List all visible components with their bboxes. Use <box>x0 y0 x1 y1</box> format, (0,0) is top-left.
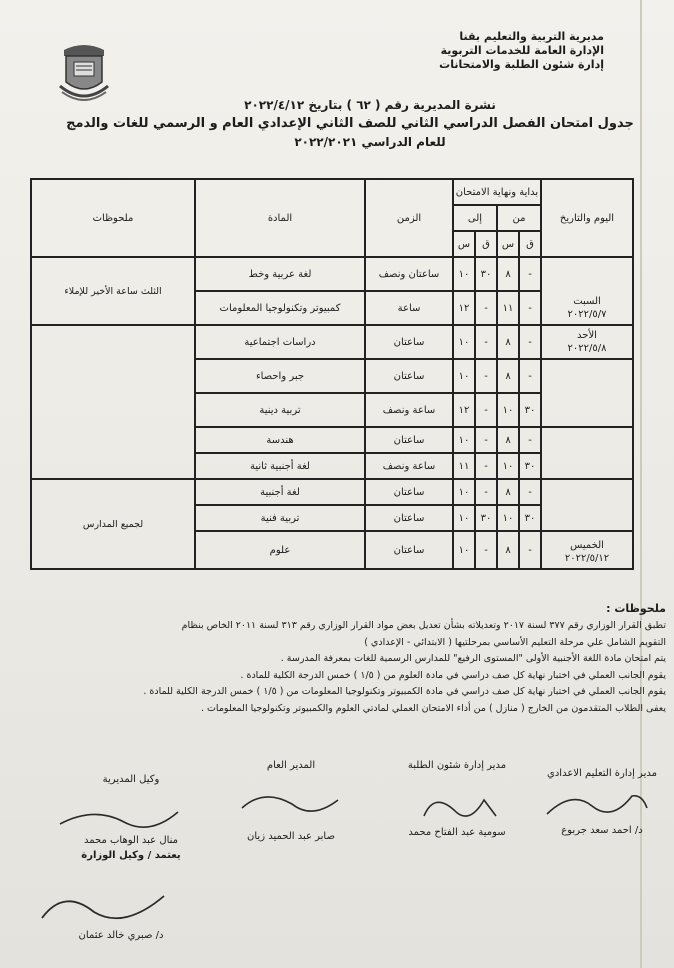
cell-duration: ساعتان <box>365 479 453 505</box>
table-row <box>31 257 633 291</box>
cell-from-q: - <box>519 291 541 325</box>
table-row <box>31 325 633 359</box>
exam-date: ٢٠٢٢/٥/٨ <box>567 343 607 354</box>
header-notes: ملحوظات <box>31 179 195 257</box>
cell-to-q: - <box>475 393 497 427</box>
signature-name: منال عبد الوهاب محمد <box>83 835 179 846</box>
cell-day-date <box>541 479 633 531</box>
day-name: السبت <box>573 296 601 307</box>
cell-to-s: ١٢ <box>453 393 475 427</box>
document-titles <box>60 98 640 149</box>
note-line: يقوم الجانب العملي في اختبار نهاية كل صف دراسي في مادة الكمبيوتر وتكنولوجيا المعلومات من ( ١/٥ ) خمس الدرجة الكلية للمادة . <box>143 686 666 697</box>
header-from-q: ق <box>519 231 541 257</box>
cell-notes: الثلث ساعة الأخير للإملاء <box>31 257 195 325</box>
cell-subject: دراسات اجتماعية <box>195 325 365 359</box>
header-from-s: س <box>497 231 519 257</box>
cell-from-s: ٨ <box>497 257 519 291</box>
cell-subject: لغة أجنبية ثانية <box>195 453 365 479</box>
cell-from-q: - <box>519 257 541 291</box>
cell-duration: ساعتان <box>365 325 453 359</box>
header-line-1: مديرية التربية والتعليم بقنا <box>459 30 604 43</box>
cell-to-s: ١٠ <box>453 257 475 291</box>
cell-from-q: ٣٠ <box>519 505 541 531</box>
cell-subject: لغة عربية وخط <box>195 257 365 291</box>
academic-year: للعام الدراسي ٢٠٢٢/٢٠٢١ <box>294 135 446 149</box>
cell-from-q: ٣٠ <box>519 453 541 479</box>
ministry-header <box>414 30 604 72</box>
cell-duration: ساعتان <box>365 505 453 531</box>
header-duration: الزمن <box>365 179 453 257</box>
header-subject: المادة <box>195 179 365 257</box>
cell-from-q: - <box>519 479 541 505</box>
cell-from-s: ١٠ <box>497 505 519 531</box>
signature-scribble <box>414 786 504 830</box>
cell-duration: ساعة <box>365 291 453 325</box>
header-start-end: بداية ونهاية الامتحان <box>453 179 541 205</box>
signature-scribble <box>34 878 174 934</box>
cell-subject: تربية فنية <box>195 505 365 531</box>
note-line: تطبق القرار الوزاري رقم ٣٧٧ لسنة ٢٠١٧ وتعديلاته بشأن تعديل بعض مواد القرار الوزاري رقم ٣١٣ لسنة ٢٠١١ الخاص بنظام <box>181 620 666 631</box>
cell-from-q: - <box>519 531 541 569</box>
signature-name: صابر عبد الحميد زيان <box>247 831 335 842</box>
cell-duration: ساعة ونصف <box>365 453 453 479</box>
header-to-s: س <box>453 231 475 257</box>
cell-duration: ساعة ونصف <box>365 393 453 427</box>
cell-to-q: - <box>475 325 497 359</box>
exam-date: ٢٠٢٢/٥/٧ <box>567 309 607 320</box>
table-row <box>31 479 633 505</box>
cell-to-q: - <box>475 427 497 453</box>
cell-to-s: ١٠ <box>453 505 475 531</box>
cell-to-q: - <box>475 453 497 479</box>
cell-to-s: ١٠ <box>453 325 475 359</box>
day-name: الأحد <box>577 330 597 341</box>
cell-from-s: ١٠ <box>497 453 519 479</box>
cell-to-s: ١٠ <box>453 531 475 569</box>
bulletin-number: نشرة المديرية رقم ( ٦٢ ) بتاريخ ٢٠٢٢/٤/١٢ <box>244 98 496 112</box>
cell-to-s: ١٠ <box>453 359 475 393</box>
signature-scribble <box>234 786 344 830</box>
cell-subject: لغة أجنبية <box>195 479 365 505</box>
cell-to-s: ١٠ <box>453 479 475 505</box>
header-to: إلى <box>453 205 497 231</box>
exam-schedule-table <box>30 178 634 570</box>
signature-scribble <box>542 786 652 822</box>
cell-from-q: - <box>519 427 541 453</box>
cell-day-date <box>541 531 633 569</box>
cell-to-q: - <box>475 531 497 569</box>
cell-day-date <box>541 359 633 427</box>
cell-from-q: - <box>519 359 541 393</box>
cell-duration: ساعتان <box>365 531 453 569</box>
header-to-q: ق <box>475 231 497 257</box>
cell-subject: كمبيوتر وتكنولوجيا المعلومات <box>195 291 365 325</box>
cell-day-date <box>541 257 633 325</box>
cell-subject: علوم <box>195 531 365 569</box>
cell-from-s: ٨ <box>497 325 519 359</box>
signature-name: د/ صبري خالد عثمان <box>78 930 164 941</box>
note-line: يقوم الجانب العملي في اختبار نهاية كل صف دراسي في مادة العلوم من ( ١/٥ ) خمس الدرجة الكلية للمادة . <box>240 669 666 681</box>
cell-notes: لجميع المدارس <box>31 479 195 569</box>
note-line: التقويم الشامل علي مرحلة التعليم الأساسي بمرحلتيها ( الابتدائي - الإعدادي ) <box>364 636 666 648</box>
cell-subject: هندسة <box>195 427 365 453</box>
cell-from-s: ٨ <box>497 359 519 393</box>
cell-to-s: ١٢ <box>453 291 475 325</box>
approval-title: يعتمد / وكيل الوزارة <box>81 850 181 861</box>
cell-from-s: ٨ <box>497 479 519 505</box>
header-row-1 <box>31 179 633 205</box>
cell-subject: تربية دينية <box>195 393 365 427</box>
notes-title: ملحوظات : <box>606 602 666 615</box>
cell-to-q: - <box>475 291 497 325</box>
header-line-3: إدارة شئون الطلبة والامتحانات <box>439 58 604 71</box>
cell-from-s: ١١ <box>497 291 519 325</box>
cell-to-q: - <box>475 479 497 505</box>
notes-section <box>6 602 666 717</box>
cell-to-s: ١٠ <box>453 427 475 453</box>
cell-notes <box>31 325 195 479</box>
day-name: الخميس <box>570 540 604 551</box>
cell-duration: ساعتان <box>365 359 453 393</box>
note-line: يتم امتحان مادة اللغة الأجنبية الأولى "المستوى الرفيع" للمدارس الرسمية للغات بمعرفة المدرسة . <box>280 653 666 664</box>
cell-to-q: - <box>475 359 497 393</box>
exam-date: ٢٠٢٢/٥/١٢ <box>564 553 610 564</box>
cell-to-q: ٣٠ <box>475 505 497 531</box>
cell-to-s: ١١ <box>453 453 475 479</box>
cell-from-s: ٨ <box>497 427 519 453</box>
cell-to-q: ٣٠ <box>475 257 497 291</box>
header-from: من <box>497 205 541 231</box>
signature-title: وكيل المديرية <box>102 774 160 785</box>
schedule-title: جدول امتحان الفصل الدراسي الثاني للصف الثاني الإعدادي العام و الرسمي للغات والدمج <box>66 116 634 131</box>
cell-subject: جبر واحصاء <box>195 359 365 393</box>
note-line: يعفى الطلاب المتقدمون من الخارج ( منازل ) من أداء الامتحان العملي لمادتي العلوم والكمبيوتر وتكنولوجيا المعلومات . <box>200 702 666 714</box>
cell-duration: ساعتان <box>365 427 453 453</box>
cell-from-s: ٨ <box>497 531 519 569</box>
signature-title: مدير إدارة شئون الطلبة <box>407 760 507 771</box>
cell-day-date <box>541 427 633 479</box>
signature-name: سومية عبد الفتاح محمد <box>408 827 506 838</box>
cell-day-date <box>541 325 633 359</box>
cell-duration: ساعتان ونصف <box>365 257 453 291</box>
cell-from-s: ١٠ <box>497 393 519 427</box>
signature-title: المدير العام <box>266 760 316 771</box>
header-day-date: اليوم والتاريخ <box>541 179 633 257</box>
cell-from-q: - <box>519 325 541 359</box>
cell-from-q: ٣٠ <box>519 393 541 427</box>
header-line-2: الإدارة العامة للخدمات التربوية <box>440 44 604 57</box>
signature-name: د/ احمد سعد جربوع <box>561 825 643 836</box>
signature-scribble <box>54 800 184 840</box>
signature-title: مدير إدارة التعليم الاعدادي <box>547 768 657 779</box>
